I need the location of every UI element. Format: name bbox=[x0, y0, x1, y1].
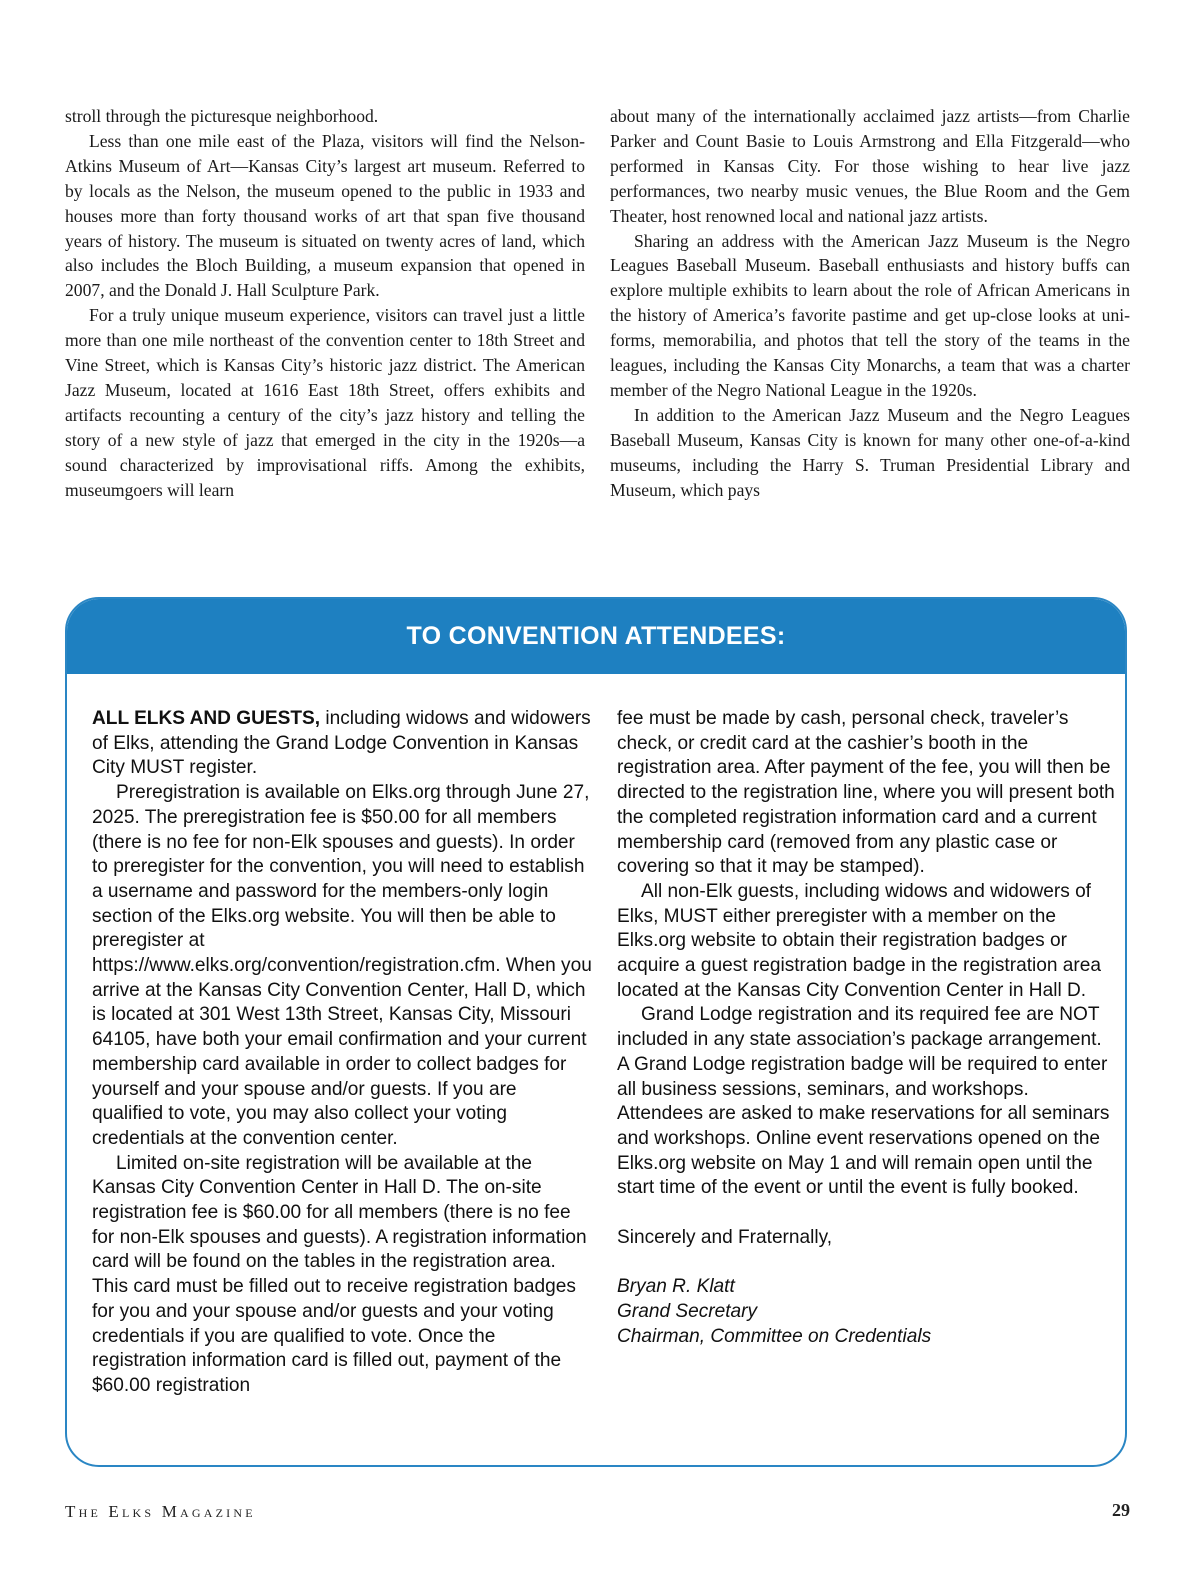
notice-column-left bbox=[92, 707, 592, 1399]
article-paragraph: Sharing an address with the American Jazz Museum is the Negro Leagues Baseball Museum. Baseball enthusiasts and history buffs can explore multiple exhibits to learn about the role of African Americans in the history of America’s favorite pastime and get up-close looks at uniforms, memorabilia, and photos that tell the story of the teams in the leagues, including the Kansas City Monarchs, a team that was a charter member of the Negro National League in the 1920s. bbox=[610, 230, 1130, 400]
article-column-right bbox=[610, 104, 1130, 503]
article-paragraph: For a truly unique museum experience, visitors can travel just a little more than one mile northeast of the convention center to 18th Street and Vine Street, which is Kansas City’s historic jazz district. The American Jazz Museum, located at 1616 East 18th Street, offers exhibits and artifacts recounting a century of the city’s jazz history and telling the story of a new style of jazz that emerged in the city in the 1920s—a sound characterized by improvisational riffs. Among the exhibits, museumgoers will learn bbox=[65, 305, 585, 500]
signature-block bbox=[617, 1275, 1117, 1349]
notice-closing: Sincerely and Fraternally, bbox=[617, 1226, 833, 1248]
notice-title: TO CONVENTION ATTENDEES: bbox=[67, 599, 1125, 674]
signature-title: Grand Secretary bbox=[617, 1300, 758, 1322]
notice-lead-bold: ALL ELKS AND GUESTS, bbox=[92, 708, 321, 729]
notice-lead-paragraph bbox=[92, 707, 592, 781]
article-column-left bbox=[65, 104, 585, 503]
signature-name: Bryan R. Klatt bbox=[617, 1276, 735, 1298]
notice-lead-rest: including widows and widowers of Elks, attending the Grand Lodge Convention in Kansas City MUST register. bbox=[92, 708, 591, 779]
magazine-name: The Elks Magazine bbox=[65, 1502, 256, 1521]
notice-paragraph: Grand Lodge registration and its required fee are NOT included in any state association’s package arrangement. A Grand Lodge registration badge will be required to enter all business sessions, seminars, and workshops. Attendees are asked to make reservations for all seminars and workshops. Online event reservations opened on the Elks.org website on May 1 and will remain open until the start time of the event or until the event is fully booked. bbox=[617, 1004, 1110, 1199]
notice-column-right bbox=[617, 707, 1117, 1349]
page-number: 29 bbox=[1112, 1500, 1130, 1520]
convention-notice-box bbox=[65, 597, 1127, 1467]
article-paragraph: about many of the internationally acclaimed jazz artists—from Charlie Parker and Count Basie to Louis Armstrong and Ella Fitzgerald—who performed in Kansas City. For those wishing to hear live jazz performances, two nearby music venues, the Blue Room and the Gem Theater, host renowned local and national jazz artists. bbox=[610, 106, 1130, 226]
article-paragraph: stroll through the picturesque neighborhood. bbox=[65, 106, 379, 126]
article-paragraph: In addition to the American Jazz Museum and the Negro Leagues Baseball Museum, Kansas City is known for many other one-of-a-kind museums, including the Harry S. Truman Presidential Library and Museum, which pays bbox=[610, 404, 1130, 500]
notice-paragraph: Preregistration is available on Elks.org through June 27, 2025. The preregistration fee is $50.00 for all members (there is no fee for non-Elk spouses and guests). In order to preregister for the convention, you will need to establish a username and password for the members-only login section of the Elks.org website. You will then be able to preregister at https://www.elks.org/convention/registration.cfm. When you arrive at the Kansas City Convention Center, Hall D, which is located at 301 West 13th Street, Kansas City, Missouri 64105, have both your email confirmation and your current membership card available in order to collect badges for yourself and your spouse and/or guests. If you are qualified to vote, you may also collect your voting credentials at the convention center. bbox=[92, 782, 592, 1149]
article-paragraph: Less than one mile east of the Plaza, visitors will find the Nelson-Atkins Museum of Art—Kansas City’s largest art museum. Referred to by locals as the Nelson, the museum opened to the public in 1933 and houses more than forty thousand works of art that span five thousand years of history. The museum is situated on twenty acres of land, which also includes the Bloch Building, a museum expansion that opened in 2007, and the Donald J. Hall Sculpture Park. bbox=[65, 130, 585, 301]
notice-paragraph: fee must be made by cash, personal check, traveler’s check, or credit card at the cashier’s booth in the registration area. After payment of the fee, you will then be directed to the registration line, where you will present both the completed registration information card and a current membership card (removed from any plastic case or covering so that it may be stamped). bbox=[617, 708, 1115, 878]
notice-paragraph: Limited on-site registration will be available at the Kansas City Convention Center in Hall D. The on-site registration fee is $60.00 for all members (there is no fee for non-Elk spouses and guests). A registration information card will be found on the tables in the registration area. This card must be filled out to receive registration badges for you and your spouse and/or guests and your voting credentials if you are qualified to vote. Once the registration information card is filled out, payment of the $60.00 registration bbox=[92, 1152, 587, 1396]
signature-title: Chairman, Committee on Credentials bbox=[617, 1325, 932, 1347]
notice-paragraph: All non-Elk guests, including widows and widowers of Elks, MUST either preregister with a member on the Elks.org website to obtain their registration badges or acquire a guest registration badge in the registration area located at the Kansas City Convention Center in Hall D. bbox=[617, 880, 1102, 1001]
